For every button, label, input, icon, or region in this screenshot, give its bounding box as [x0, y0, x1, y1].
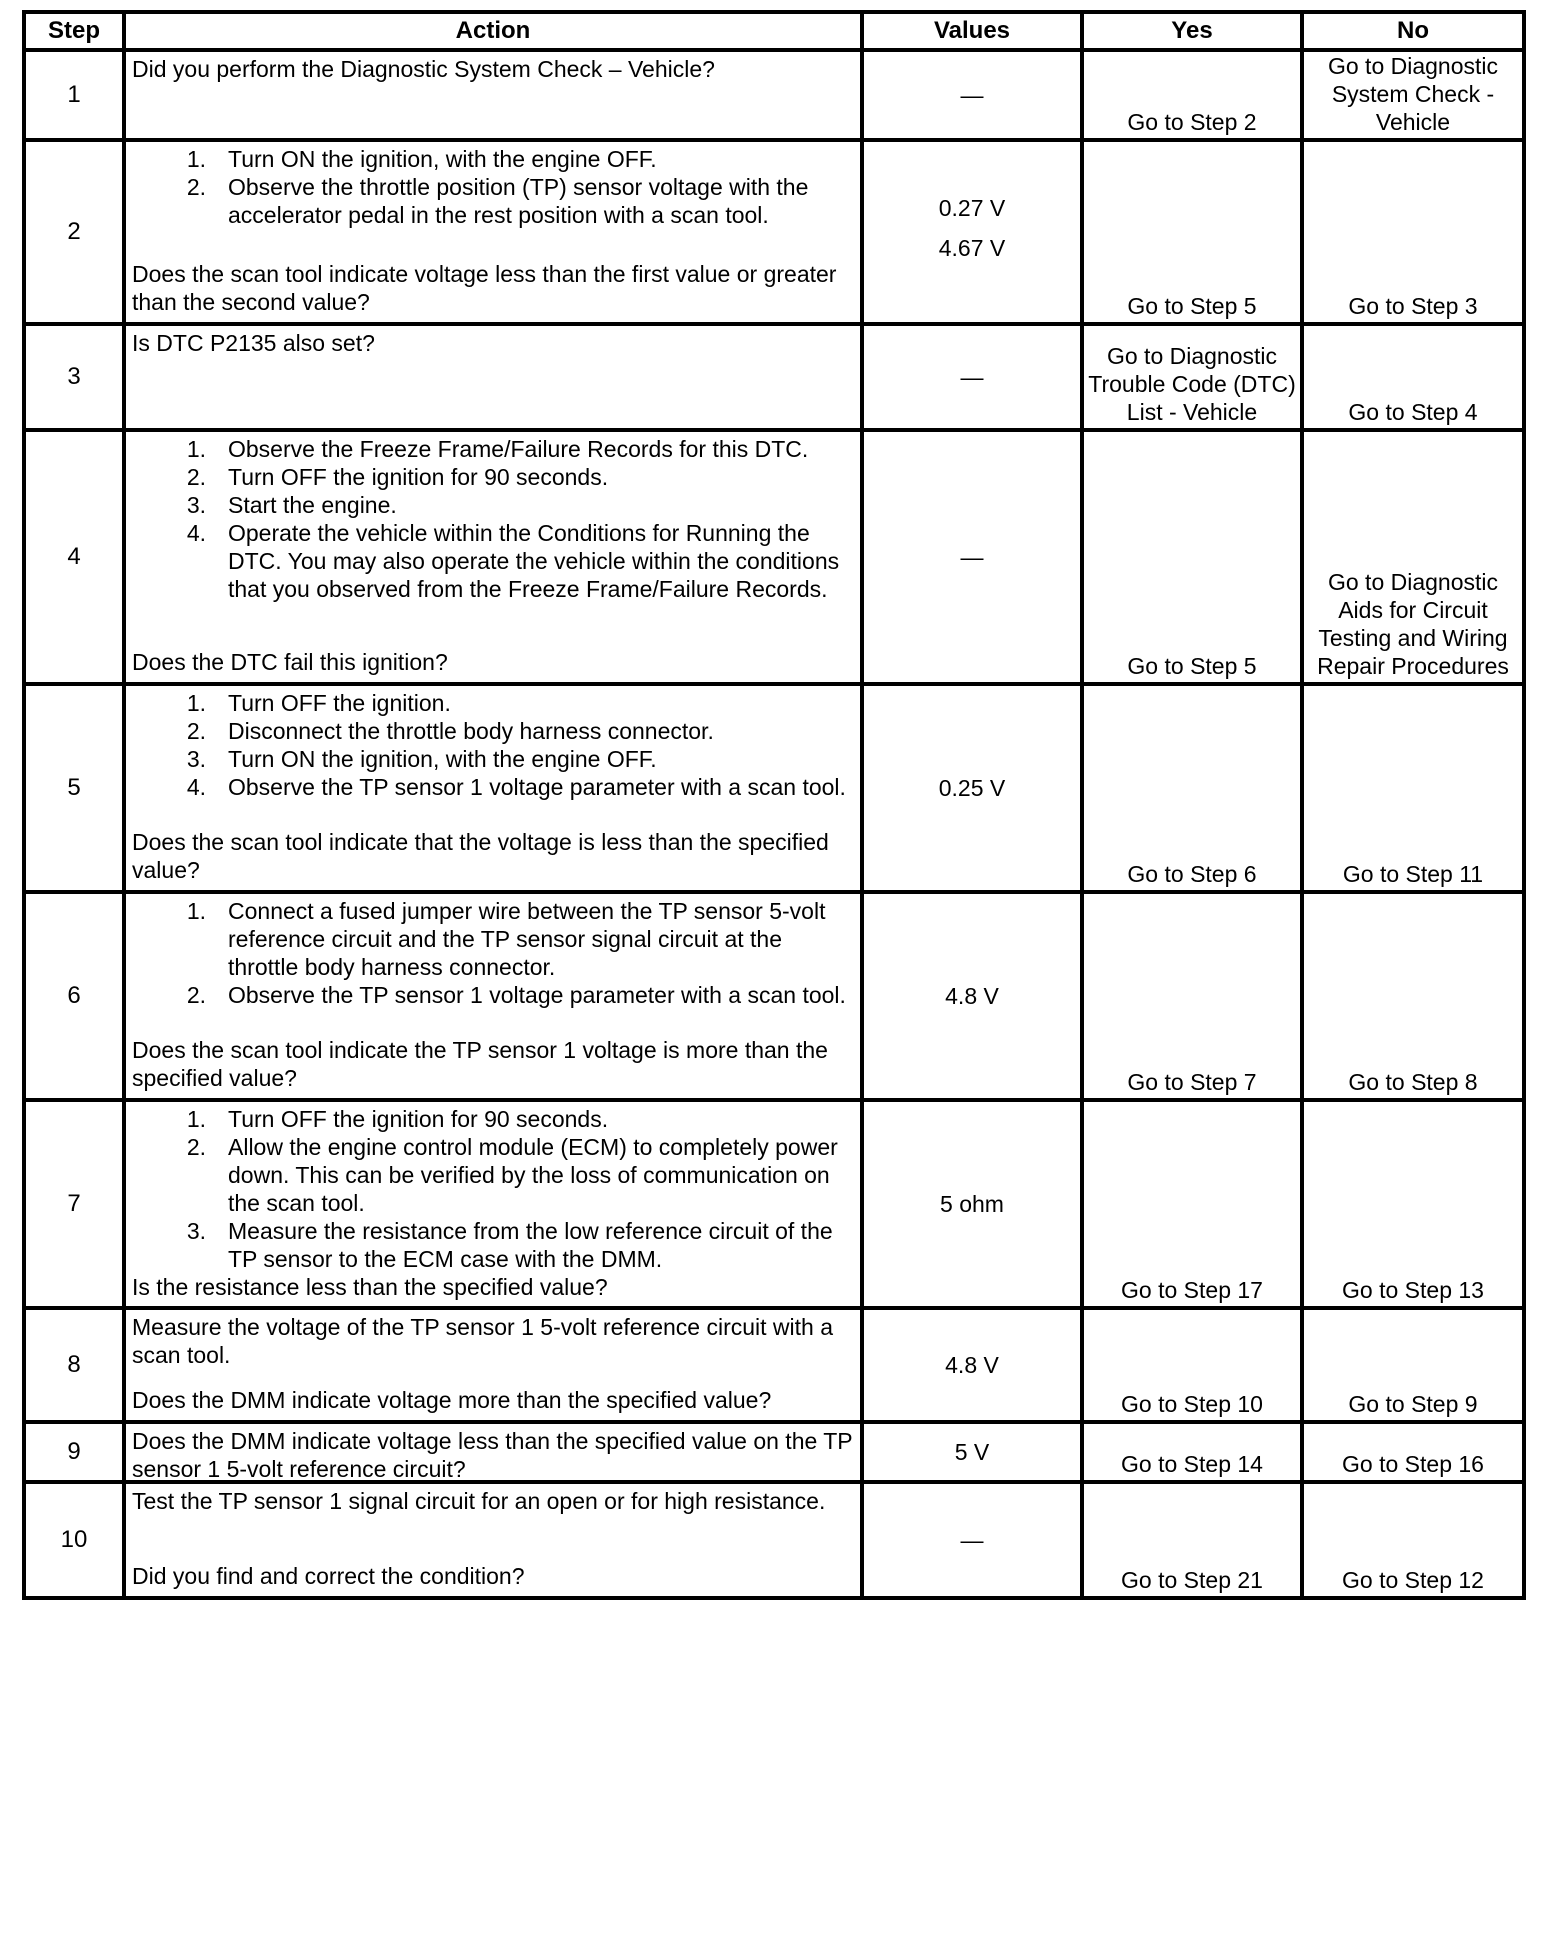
- table-row: [24, 1308, 1524, 1422]
- header-yes: Yes: [1082, 12, 1302, 50]
- action-text: Measure the voltage of the TP sensor 1 5-volt reference circuit with a scan tool.: [132, 1314, 834, 1368]
- header-values: Values: [862, 12, 1082, 50]
- table-row: [24, 684, 1524, 892]
- procedure-item-number: 3.: [186, 492, 206, 518]
- procedure-item-text: Observe the TP sensor 1 voltage parameter with a scan tool.: [228, 774, 846, 800]
- step-number: 3: [24, 324, 124, 430]
- step-number: 2: [24, 140, 124, 324]
- no-link[interactable]: Go to Step 16: [1342, 1451, 1484, 1477]
- no-cell: [1302, 1422, 1524, 1482]
- no-cell: [1302, 1482, 1524, 1598]
- procedure-item-number: 1.: [186, 146, 206, 172]
- yes-cell: [1082, 1482, 1302, 1598]
- yes-cell: [1082, 324, 1302, 430]
- values-cell: [862, 684, 1082, 892]
- yes-cell: [1082, 140, 1302, 324]
- no-link[interactable]: Go to Diagnostic Aids for Circuit Testing and Wiring Repair Procedures: [1317, 569, 1509, 679]
- procedure-item-number: 2.: [186, 982, 206, 1008]
- action-cell: [124, 140, 862, 324]
- action-cell: [124, 1100, 862, 1308]
- procedure-item: [132, 519, 854, 603]
- procedure-item-number: 1.: [186, 436, 206, 462]
- procedure-list: [132, 145, 854, 229]
- values-cell: [862, 1482, 1082, 1598]
- spec-value: 0.25 V: [938, 775, 1006, 801]
- procedure-list: [132, 689, 854, 801]
- yes-link[interactable]: Go to Step 5: [1127, 293, 1257, 319]
- procedure-item: [132, 1105, 854, 1133]
- procedure-list: [132, 1105, 854, 1273]
- procedure-list: [132, 897, 854, 1009]
- action-cell: [124, 684, 862, 892]
- no-cell: [1302, 892, 1524, 1100]
- procedure-item-text: Start the engine.: [228, 492, 397, 518]
- procedure-item: [132, 717, 854, 745]
- procedure-item: [132, 689, 854, 717]
- spec-value: —: [960, 364, 984, 390]
- table-row: [24, 1482, 1524, 1598]
- yes-cell: [1082, 50, 1302, 140]
- procedure-item-number: 4.: [186, 774, 206, 800]
- procedure-item-text: Turn ON the ignition, with the engine OFF.: [228, 746, 657, 772]
- procedure-item-text: Allow the engine control module (ECM) to completely power down. This can be verified by the loss of communication on the scan tool.: [228, 1134, 838, 1216]
- values-cell: [862, 1308, 1082, 1422]
- table-row: [24, 140, 1524, 324]
- step-number: 10: [24, 1482, 124, 1598]
- values-cell: [862, 1100, 1082, 1308]
- procedure-item-number: 4.: [186, 520, 206, 546]
- spec-value: 0.27 V: [938, 195, 1006, 221]
- procedure-item-number: 1.: [186, 898, 206, 924]
- no-cell: [1302, 140, 1524, 324]
- action-text: Is DTC P2135 also set?: [132, 330, 375, 356]
- procedure-item: [132, 773, 854, 801]
- procedure-item-text: Turn ON the ignition, with the engine OFF.: [228, 146, 657, 172]
- no-link[interactable]: Go to Diagnostic System Check - Vehicle: [1327, 53, 1499, 135]
- values-cell: [862, 430, 1082, 684]
- header-row: [24, 12, 1524, 50]
- yes-link[interactable]: Go to Step 7: [1127, 1069, 1257, 1095]
- procedure-item-number: 2.: [186, 1134, 206, 1160]
- action-question: Did you find and correct the condition?: [132, 1563, 525, 1589]
- table-row: [24, 1422, 1524, 1482]
- action-cell: [124, 1422, 862, 1482]
- no-link[interactable]: Go to Step 9: [1348, 1391, 1478, 1417]
- action-question: Does the scan tool indicate the TP sensor 1 voltage is more than the specified value?: [132, 1037, 828, 1091]
- no-cell: [1302, 684, 1524, 892]
- action-text: Did you perform the Diagnostic System Check – Vehicle?: [132, 56, 715, 82]
- action-question: Does the DMM indicate voltage more than the specified value?: [132, 1387, 772, 1413]
- yes-link[interactable]: Go to Step 10: [1121, 1391, 1263, 1417]
- procedure-item-number: 1.: [186, 1106, 206, 1132]
- spec-value: 4.8 V: [945, 983, 999, 1009]
- yes-link[interactable]: Go to Step 5: [1127, 653, 1257, 679]
- action-question: Does the DTC fail this ignition?: [132, 649, 448, 675]
- no-cell: [1302, 1100, 1524, 1308]
- procedure-item: [132, 491, 854, 519]
- no-cell: [1302, 324, 1524, 430]
- procedure-item: [132, 173, 854, 229]
- procedure-item-text: Turn OFF the ignition for 90 seconds.: [228, 1106, 609, 1132]
- no-link[interactable]: Go to Step 11: [1342, 861, 1484, 887]
- yes-link[interactable]: Go to Step 21: [1121, 1567, 1263, 1593]
- spec-value: —: [960, 1527, 984, 1553]
- action-cell: [124, 1308, 862, 1422]
- procedure-item-number: 2.: [186, 174, 206, 200]
- table-row: [24, 1100, 1524, 1308]
- procedure-item: [132, 463, 854, 491]
- no-link[interactable]: Go to Step 4: [1348, 399, 1478, 425]
- action-cell: [124, 1482, 862, 1598]
- yes-cell: [1082, 892, 1302, 1100]
- yes-cell: [1082, 684, 1302, 892]
- yes-cell: [1082, 1100, 1302, 1308]
- procedure-item: [132, 897, 854, 981]
- action-cell: [124, 324, 862, 430]
- yes-cell: [1082, 1308, 1302, 1422]
- yes-link[interactable]: Go to Step 14: [1121, 1451, 1263, 1477]
- procedure-item-text: Operate the vehicle within the Conditions for Running the DTC. You may also operate the vehicle within the conditions that you observed from the Freeze Frame/Failure Records.: [228, 520, 840, 602]
- procedure-item: [132, 435, 854, 463]
- values-cell: [862, 892, 1082, 1100]
- procedure-item-text: Measure the resistance from the low reference circuit of the TP sensor to the ECM case with the DMM.: [228, 1218, 833, 1272]
- step-number: 6: [24, 892, 124, 1100]
- action-cell: [124, 50, 862, 140]
- no-link[interactable]: Go to Step 8: [1348, 1069, 1478, 1095]
- header-action: Action: [124, 12, 862, 50]
- procedure-item-number: 2.: [186, 464, 206, 490]
- procedure-item: [132, 1133, 854, 1217]
- values-cell: [862, 324, 1082, 430]
- header-step: Step: [24, 12, 124, 50]
- step-number: 5: [24, 684, 124, 892]
- no-cell: [1302, 50, 1524, 140]
- yes-link[interactable]: Go to Step 2: [1127, 109, 1257, 135]
- yes-cell: [1082, 430, 1302, 684]
- no-cell: [1302, 430, 1524, 684]
- table-row: [24, 430, 1524, 684]
- table-row: [24, 324, 1524, 430]
- action-question: Does the scan tool indicate that the voltage is less than the specified value?: [132, 829, 829, 883]
- yes-link[interactable]: Go to Step 6: [1127, 861, 1257, 887]
- procedure-item: [132, 981, 854, 1009]
- spec-value: —: [960, 82, 984, 108]
- procedure-item-text: Observe the Freeze Frame/Failure Records for this DTC.: [228, 436, 809, 462]
- procedure-item-text: Disconnect the throttle body harness connector.: [228, 718, 714, 744]
- action-question: Is the resistance less than the specified value?: [132, 1274, 608, 1300]
- action-cell: [124, 430, 862, 684]
- step-number: 4: [24, 430, 124, 684]
- no-link[interactable]: Go to Step 3: [1348, 293, 1478, 319]
- procedure-item-number: 3.: [186, 746, 206, 772]
- procedure-item: [132, 1217, 854, 1273]
- no-cell: [1302, 1308, 1524, 1422]
- spec-value: 4.67 V: [938, 235, 1006, 261]
- yes-link[interactable]: Go to Diagnostic Trouble Code (DTC) List - Vehicle: [1088, 343, 1296, 425]
- procedure-item-text: Observe the throttle position (TP) sensor voltage with the accelerator pedal in the rest position with a scan tool.: [228, 174, 809, 228]
- header-no: No: [1302, 12, 1524, 50]
- yes-link[interactable]: Go to Step 17: [1121, 1277, 1263, 1303]
- yes-cell: [1082, 1422, 1302, 1482]
- step-number: 9: [24, 1422, 124, 1482]
- procedure-item-number: 2.: [186, 718, 206, 744]
- procedure-item-text: Turn OFF the ignition.: [228, 690, 451, 716]
- action-text: Does the DMM indicate voltage less than the specified value on the TP sensor 1 5-volt reference circuit?: [132, 1428, 853, 1482]
- procedure-item-text: Observe the TP sensor 1 voltage parameter with a scan tool.: [228, 982, 846, 1008]
- table-body: [24, 50, 1524, 1598]
- table-row: [24, 50, 1524, 140]
- spec-value: 4.8 V: [945, 1352, 999, 1378]
- values-cell: [862, 50, 1082, 140]
- action-question: Does the scan tool indicate voltage less than the first value or greater than the second value?: [132, 261, 837, 315]
- procedure-item-number: 1.: [186, 690, 206, 716]
- procedure-item-text: Connect a fused jumper wire between the TP sensor 5-volt reference circuit and the TP sensor signal circuit at the throttle body harness connector.: [228, 898, 826, 980]
- values-cell: [862, 1422, 1082, 1482]
- procedure-item: [132, 745, 854, 773]
- step-number: 7: [24, 1100, 124, 1308]
- no-link[interactable]: Go to Step 12: [1342, 1567, 1484, 1593]
- step-number: 8: [24, 1308, 124, 1422]
- step-number: 1: [24, 50, 124, 140]
- procedure-item-number: 3.: [186, 1218, 206, 1244]
- procedure-list: [132, 435, 854, 603]
- spec-value: 5 V: [954, 1439, 990, 1465]
- action-cell: [124, 892, 862, 1100]
- action-text: Test the TP sensor 1 signal circuit for an open or for high resistance.: [132, 1488, 826, 1514]
- table-row: [24, 892, 1524, 1100]
- no-link[interactable]: Go to Step 13: [1342, 1277, 1484, 1303]
- diagnostic-table: [22, 10, 1526, 1600]
- spec-value: —: [960, 544, 984, 570]
- values-cell: [862, 140, 1082, 324]
- procedure-item-text: Turn OFF the ignition for 90 seconds.: [228, 464, 609, 490]
- procedure-item: [132, 145, 854, 173]
- spec-value: 5 ohm: [940, 1191, 1004, 1217]
